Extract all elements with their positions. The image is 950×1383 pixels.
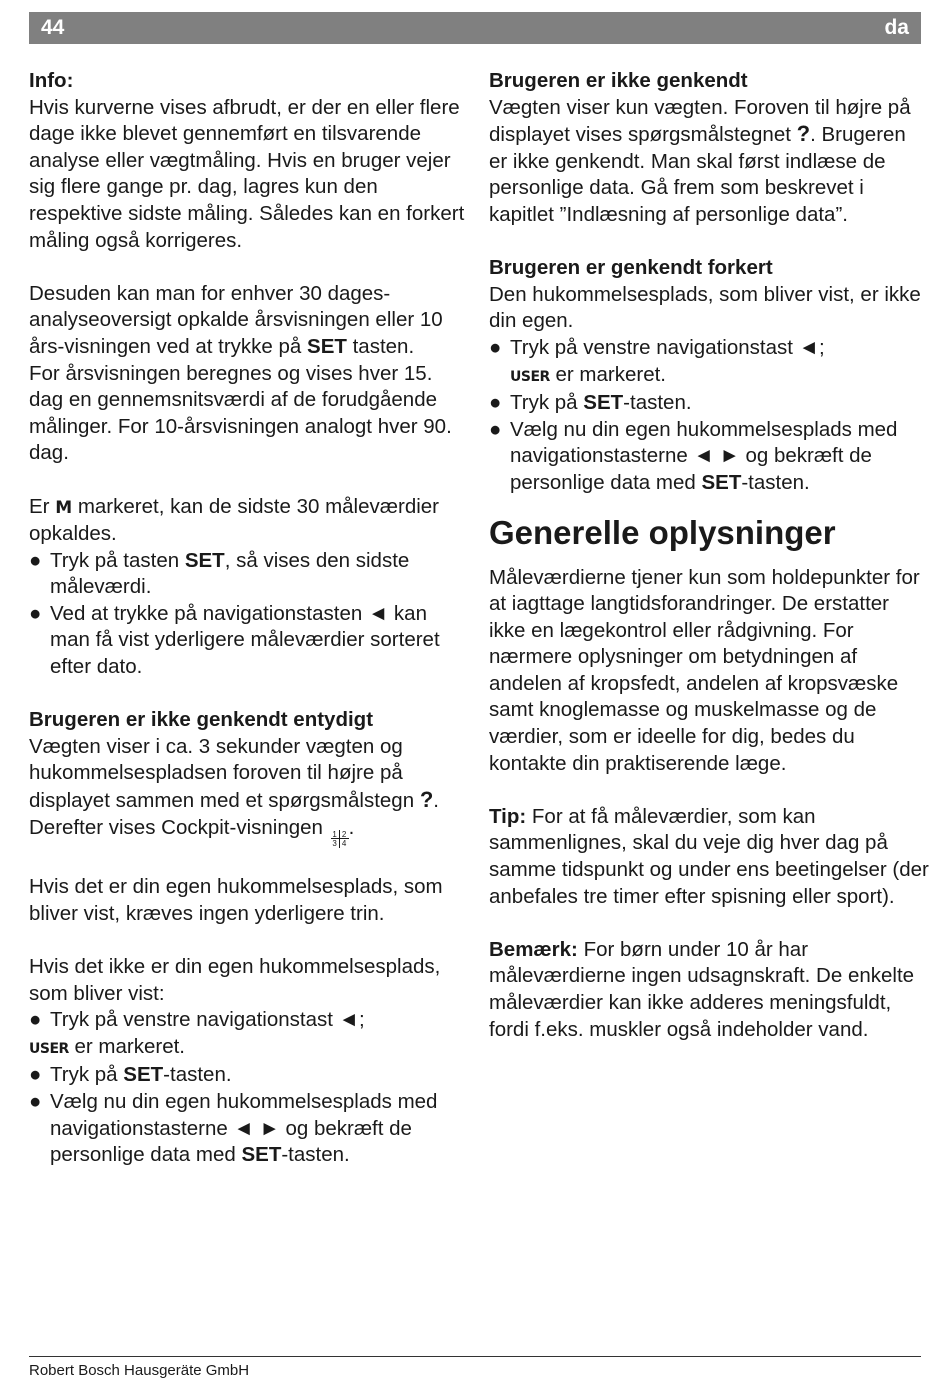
question-mark-icon: ? [419, 787, 434, 813]
left-column [29, 68, 469, 1169]
list-item: ● Tryk på venstre navigationstast ◄; [29, 1008, 365, 1032]
list-item: ● Ved at trykke på navigationstasten ◄ kan man få vist yderligere måleværdier sorteret efter dato. [29, 601, 440, 679]
info-text: Hvis kurverne vises afbrudt, er der en eller flere dage ikke blevet gennemført en tilsvarende analyse eller vægtmåling. Hvis en bruger vejer sig flere gange pr. dag, lagres kun den respektive sidste måling. Således kan en forkert måling også korrigeres. [29, 95, 465, 252]
user-marked-line: USER er markeret. [510, 362, 666, 386]
footer-divider [29, 1356, 921, 1357]
set-key-label: SET [307, 334, 347, 358]
not-unique-paragraph: Vægten viser i ca. 3 sekunder vægten og hukommelsespladsen foroven til højre på displayet sammen med et spørgsmålstegn ?. Derefter vises Cockpit-visningen 1 2 3 4 . [29, 734, 439, 848]
general-paragraph: Måleværdierne tjener kun som holdepunkter for at iagttage langtidsforandringer. De erstatter ikke en lægekontrol eller rådgivning. For nærmere oplysninger om betydningen af andelen af kropsfedt, andelen af kropsvæske samt knoglemasse og muskelmasse og de værdier, som er ideelle for dig, bedes du kontakte din praktiserende læge. [489, 565, 920, 775]
page-number: 44 [41, 16, 65, 39]
language-code: da [884, 16, 909, 39]
m-symbol-icon: M [55, 497, 73, 518]
cockpit-view-icon: 1 2 3 4 [331, 830, 349, 848]
list-item: ● Tryk på SET-tasten. [489, 391, 692, 415]
list-item: ● Vælg nu din egen hukommelsesplads med navigationstasterne ◄ ► og bekræft de personlige data med SET-tasten. [489, 417, 898, 494]
question-mark-icon: ? [796, 121, 811, 147]
user-symbol-icon: USER [29, 1040, 69, 1057]
section-title-general: Generelle oplysninger [489, 513, 836, 551]
list-item: ● Tryk på venstre navigationstast ◄; [489, 335, 825, 359]
page-header [29, 12, 921, 44]
section-heading-not-recognized: Brugeren er ikke genkendt [489, 69, 748, 92]
list-item: ● Tryk på SET-tasten. [29, 1063, 232, 1087]
wrong-paragraph: Den hukommelsesplads, som bliver vist, er ikke din egen. [489, 282, 921, 333]
year-view-paragraph: Desuden kan man for enhver 30 dages-analyseoversigt opkalde årsvisningen eller 10 års-visningen ved at trykke på SET tasten. [29, 281, 443, 358]
tip-paragraph: Tip: For at få måleværdier, som kan sammenlignes, skal du veje dig hver dag på samme tidspunkt og under ens beetingelser (der anbefales tre timer efter spisning eller sport). [489, 804, 929, 908]
not-recognized-paragraph: Vægten viser kun vægten. Foroven til højre på displayet vises spørgsmålstegnet ?. Brugeren er ikke genkendt. Man skal først indlæse de personlige data. Gå frem som beskrevet i kapitlet ”Indlæsning af personlige data”. [489, 95, 911, 226]
note-paragraph: Bemærk: For børn under 10 år har måleværdierne ingen udsagnskraft. De enkelte måleværdier kan ikke adderes meningsfuldt, fordi f.eks. muskler også indeholder vand. [489, 937, 915, 1041]
info-heading: Info: [29, 69, 74, 92]
footer-company: Robert Bosch Hausgeräte GmbH [29, 1362, 250, 1379]
right-column [489, 68, 929, 1043]
list-item: ● Vælg nu din egen hukommelsesplads med navigationstasterne ◄ ► og bekræft de personlige data med SET-tasten. [29, 1089, 438, 1167]
memory-paragraph: Er M markeret, kan de sidste 30 måleværdier opkaldes. [29, 494, 440, 546]
section-heading-not-unique: Brugeren er ikke genkendt entydigt [29, 708, 374, 732]
tip-label: Tip: [489, 804, 527, 828]
year-average-paragraph: For årsvisningen beregnes og vises hver 15. dag en gennemsnitsværdi af de forudgående målinger. For 10-årsvisningen analogt hver 90. dag. [29, 361, 452, 465]
user-marked-line: USER er markeret. [29, 1034, 185, 1058]
own-memory-paragraph: Hvis det er din egen hukommelsesplads, som bliver vist, kræves ingen yderligere trin. [29, 875, 443, 925]
user-symbol-icon: USER [510, 368, 550, 385]
note-label: Bemærk: [489, 937, 578, 961]
section-heading-wrong: Brugeren er genkendt forkert [489, 256, 773, 280]
not-own-memory-paragraph: Hvis det ikke er din egen hukommelsesplads, som bliver vist: [29, 955, 441, 1005]
list-item: ● Tryk på tasten SET, så vises den sidste måleværdi. [29, 548, 410, 599]
